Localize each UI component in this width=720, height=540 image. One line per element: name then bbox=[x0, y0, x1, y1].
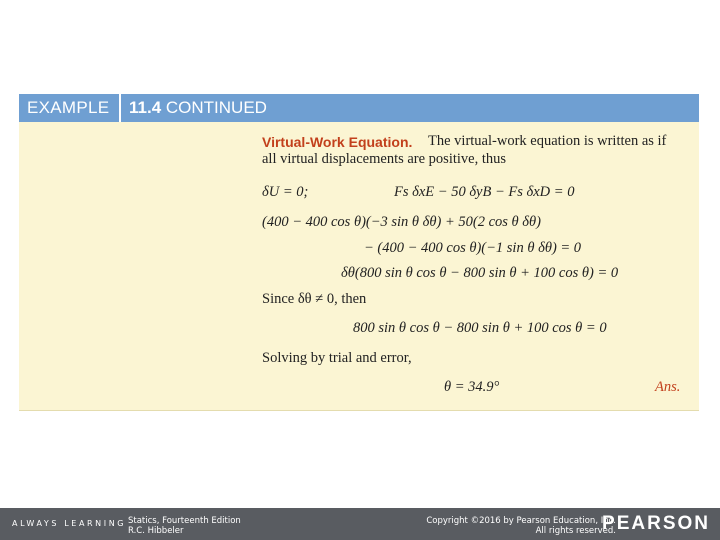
answer-label: Ans. bbox=[655, 379, 681, 395]
example-header bbox=[19, 94, 699, 122]
rights-text: All rights reserved. bbox=[535, 526, 616, 536]
book-info bbox=[128, 516, 241, 536]
copyright-text: Copyright ©2016 by Pearson Education, Inc. bbox=[426, 516, 616, 526]
equation-virtual-work: Fs δxE − 50 δyB − Fs δxD = 0 bbox=[394, 184, 575, 200]
copyright-info bbox=[426, 516, 616, 536]
always-learning-tagline: ALWAYS LEARNING bbox=[12, 519, 127, 528]
equation-final: 800 sin θ cos θ − 800 sin θ + 100 cos θ = 0 bbox=[353, 320, 607, 336]
example-label: EXAMPLE bbox=[27, 98, 110, 117]
equation-expanded-line-1: (400 − 400 cos θ)(−3 sin θ δθ) + 50(2 cos θ δθ) bbox=[262, 214, 541, 230]
book-title: Statics, Fourteenth Edition bbox=[128, 516, 241, 526]
equation-du: δU = 0; bbox=[262, 184, 309, 200]
example-number: 11.4 bbox=[129, 98, 162, 117]
solving-line: Solving by trial and error, bbox=[262, 350, 412, 366]
result-value: θ = 34.9° bbox=[444, 379, 500, 395]
equation-factored: δθ(800 sin θ cos θ − 800 sin θ + 100 cos θ) = 0 bbox=[341, 265, 619, 281]
section-heading: Virtual-Work Equation. bbox=[262, 134, 413, 150]
example-content-panel bbox=[19, 122, 699, 411]
equation-expanded-line-2: − (400 − 400 cos θ)(−1 sin θ δθ) = 0 bbox=[364, 240, 582, 256]
book-author: R.C. Hibbeler bbox=[128, 526, 184, 536]
pearson-logo: PEARSON bbox=[602, 513, 710, 534]
example-number-title bbox=[121, 98, 267, 118]
continued-label: CONTINUED bbox=[165, 98, 267, 117]
intro-line-2: all virtual displacements are positive, thus bbox=[262, 151, 507, 167]
since-line: Since δθ ≠ 0, then bbox=[262, 291, 367, 307]
footer-bar bbox=[0, 508, 720, 540]
intro-line-1: The virtual-work equation is written as if bbox=[428, 133, 667, 149]
